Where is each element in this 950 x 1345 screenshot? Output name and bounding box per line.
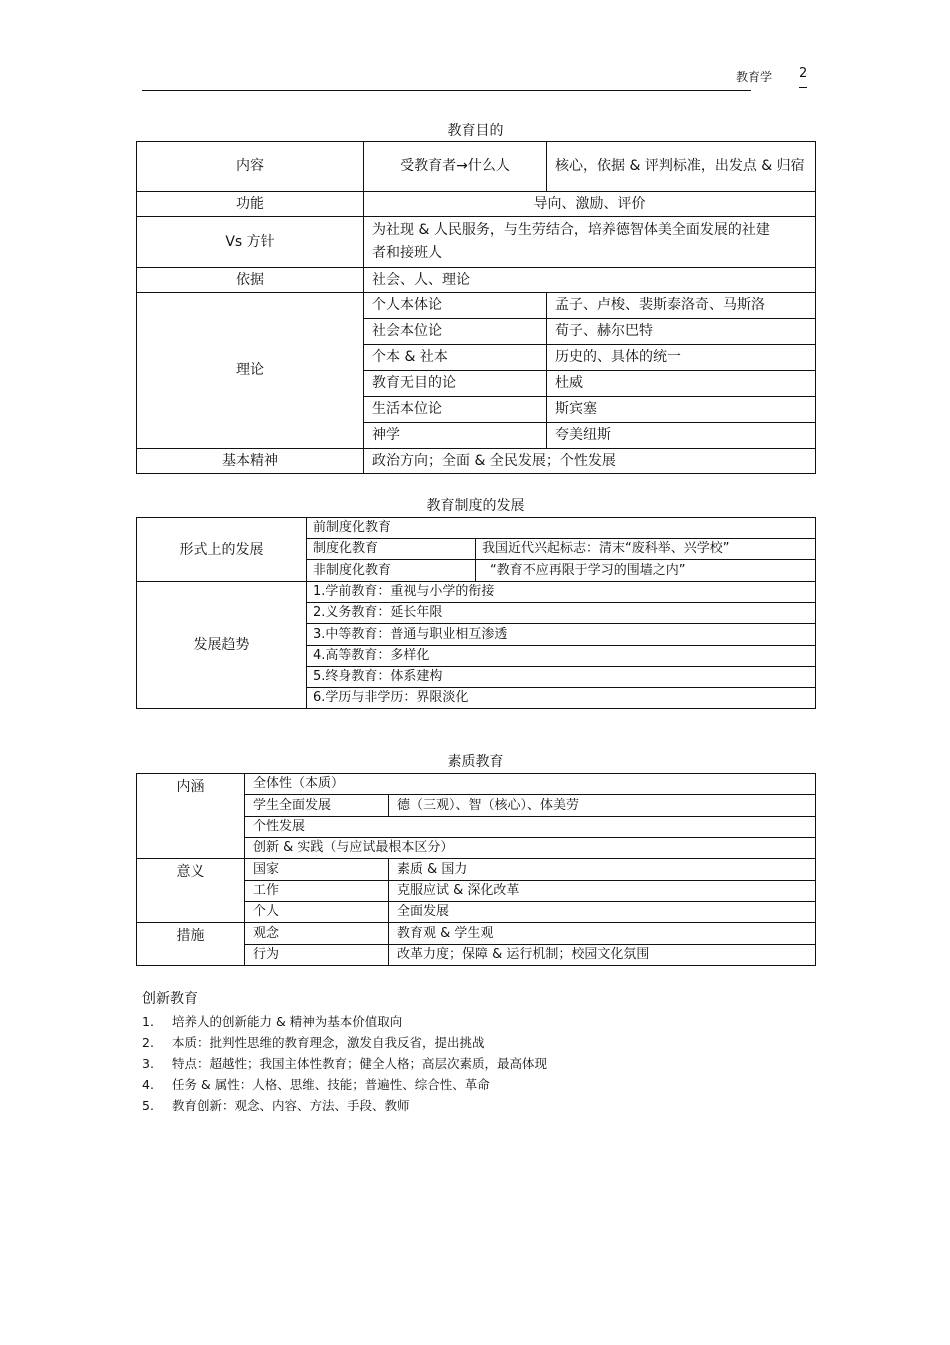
- row-label-policy: Vs 方针: [137, 217, 364, 268]
- row-label-measures: 措施: [137, 923, 245, 966]
- row-label-form: 形式上的发展: [137, 518, 307, 582]
- basis-value: 社会、人、理论: [364, 268, 816, 293]
- table-row: [137, 774, 816, 795]
- table-row: [137, 293, 816, 319]
- significance-item: 个人: [245, 902, 389, 923]
- form-name: 前制度化教育: [307, 518, 816, 539]
- significance-detail: 全面发展: [389, 902, 816, 923]
- list-number: 1.: [142, 1014, 154, 1029]
- theory-people: 斯宾塞: [547, 397, 816, 423]
- list-item: [142, 1095, 547, 1116]
- trend-item: 3.中等教育：普通与职业相互渗透: [307, 624, 816, 646]
- connotation-detail: 德（三观）、智（核心）、体美劳: [389, 795, 816, 817]
- list-number: 4.: [142, 1077, 154, 1092]
- list-number: 5.: [142, 1098, 154, 1113]
- trend-item: 4.高等教育：多样化: [307, 646, 816, 667]
- content-middle-cell: 受教育者→什么人: [364, 142, 547, 192]
- theory-people: 夸美纽斯: [547, 423, 816, 449]
- row-label-connotation: 内涵: [137, 774, 245, 859]
- table-row: [137, 923, 816, 945]
- content-right-cell: 核心，依据 & 评判标准，出发点 & 归宿: [547, 142, 816, 192]
- page-number: 2: [799, 66, 808, 81]
- function-value: 导向、激励、评价: [364, 192, 816, 217]
- connotation-item: 个性发展: [245, 817, 816, 838]
- measure-detail: 教育观 & 学生观: [389, 923, 816, 945]
- table-row: [137, 449, 816, 474]
- table-row: [137, 142, 816, 192]
- system-development-table: [136, 517, 816, 709]
- theory-name: 神学: [364, 423, 547, 449]
- list-item: [142, 1011, 547, 1032]
- significance-detail: 素质 & 国力: [389, 859, 816, 881]
- measure-item: 观念: [245, 923, 389, 945]
- form-name: 制度化教育: [307, 539, 476, 560]
- list-item: [142, 1053, 547, 1074]
- row-label-spirit: 基本精神: [137, 449, 364, 474]
- trend-item: 2.义务教育：延长年限: [307, 603, 816, 624]
- connotation-item: 全体性（本质）: [245, 774, 816, 795]
- education-aim-table: [136, 141, 816, 474]
- connotation-item: 学生全面发展: [245, 795, 389, 817]
- theory-name: 个人本体论: [364, 293, 547, 319]
- theory-people: 杜威: [547, 371, 816, 397]
- list-number: 2.: [142, 1035, 154, 1050]
- trend-item: 5.终身教育：体系建构: [307, 667, 816, 688]
- theory-name: 生活本位论: [364, 397, 547, 423]
- trend-item: 6.学历与非学历：界限淡化: [307, 688, 816, 709]
- list-item: [142, 1032, 547, 1053]
- header-rule: [142, 90, 751, 91]
- table-caption-quality-education: 素质教育: [447, 754, 504, 770]
- list-text: 本质：批判性思维的教育理念，激发自我反省，提出挑战: [172, 1035, 485, 1050]
- running-header-title: 教育学: [736, 70, 773, 84]
- list-text: 特点：超越性；我国主体性教育；健全人格；高层次素质，最高体现: [172, 1056, 548, 1071]
- list-text: 教育创新：观念、内容、方法、手段、教师: [172, 1098, 410, 1113]
- theory-name: 教育无目的论: [364, 371, 547, 397]
- form-name: 非制度化教育: [307, 560, 476, 582]
- row-label-significance: 意义: [137, 859, 245, 923]
- table-caption-system-development: 教育制度的发展: [426, 498, 525, 514]
- spirit-value: 政治方向；全面 & 全民发展；个性发展: [364, 449, 816, 474]
- theory-name: 社会本位论: [364, 319, 547, 345]
- trend-item: 1.学前教育：重视与小学的衔接: [307, 582, 816, 603]
- significance-item: 工作: [245, 881, 389, 902]
- form-note: “教育不应再限于学习的围墙之内”: [476, 560, 816, 582]
- list-number: 3.: [142, 1056, 154, 1071]
- list-item: [142, 1074, 547, 1095]
- list-text: 任务 & 属性：人格、思维、技能；普遍性、综合性、革命: [172, 1077, 490, 1092]
- innovation-title: 创新教育: [142, 991, 198, 1007]
- row-label-function: 功能: [137, 192, 364, 217]
- row-label-basis: 依据: [137, 268, 364, 293]
- row-label-content: 内容: [137, 142, 364, 192]
- table-row: [137, 217, 816, 268]
- quality-education-table: [136, 773, 816, 966]
- list-text: 培养人的创新能力 & 精神为基本价值取向: [172, 1014, 403, 1029]
- significance-item: 国家: [245, 859, 389, 881]
- row-label-theory: 理论: [137, 293, 364, 449]
- theory-name: 个本 & 社本: [364, 345, 547, 371]
- theory-people: 孟子、卢梭、裴斯泰洛奇、马斯洛: [547, 293, 816, 319]
- table-row: [137, 582, 816, 603]
- measure-item: 行为: [245, 945, 389, 966]
- page-number-underline: [799, 87, 807, 88]
- theory-people: 荀子、赫尔巴特: [547, 319, 816, 345]
- table-row: [137, 859, 816, 881]
- table-row: [137, 518, 816, 539]
- table-caption-education-aim: 教育目的: [447, 123, 504, 139]
- row-label-trend: 发展趋势: [137, 582, 307, 709]
- table-row: [137, 268, 816, 293]
- measure-detail: 改革力度；保障 & 运行机制；校园文化氛围: [389, 945, 816, 966]
- connotation-item: 创新 & 实践（与应试最根本区分）: [245, 838, 816, 859]
- table-row: [137, 192, 816, 217]
- significance-detail: 克服应试 & 深化改革: [389, 881, 816, 902]
- theory-people: 历史的、具体的统一: [547, 345, 816, 371]
- form-note: 我国近代兴起标志：清末“废科举、兴学校”: [476, 539, 816, 560]
- policy-value: 为社现 & 人民服务，与生劳结合，培养德智体美全面发展的社建者和接班人: [364, 217, 816, 268]
- innovation-list: [142, 1011, 547, 1116]
